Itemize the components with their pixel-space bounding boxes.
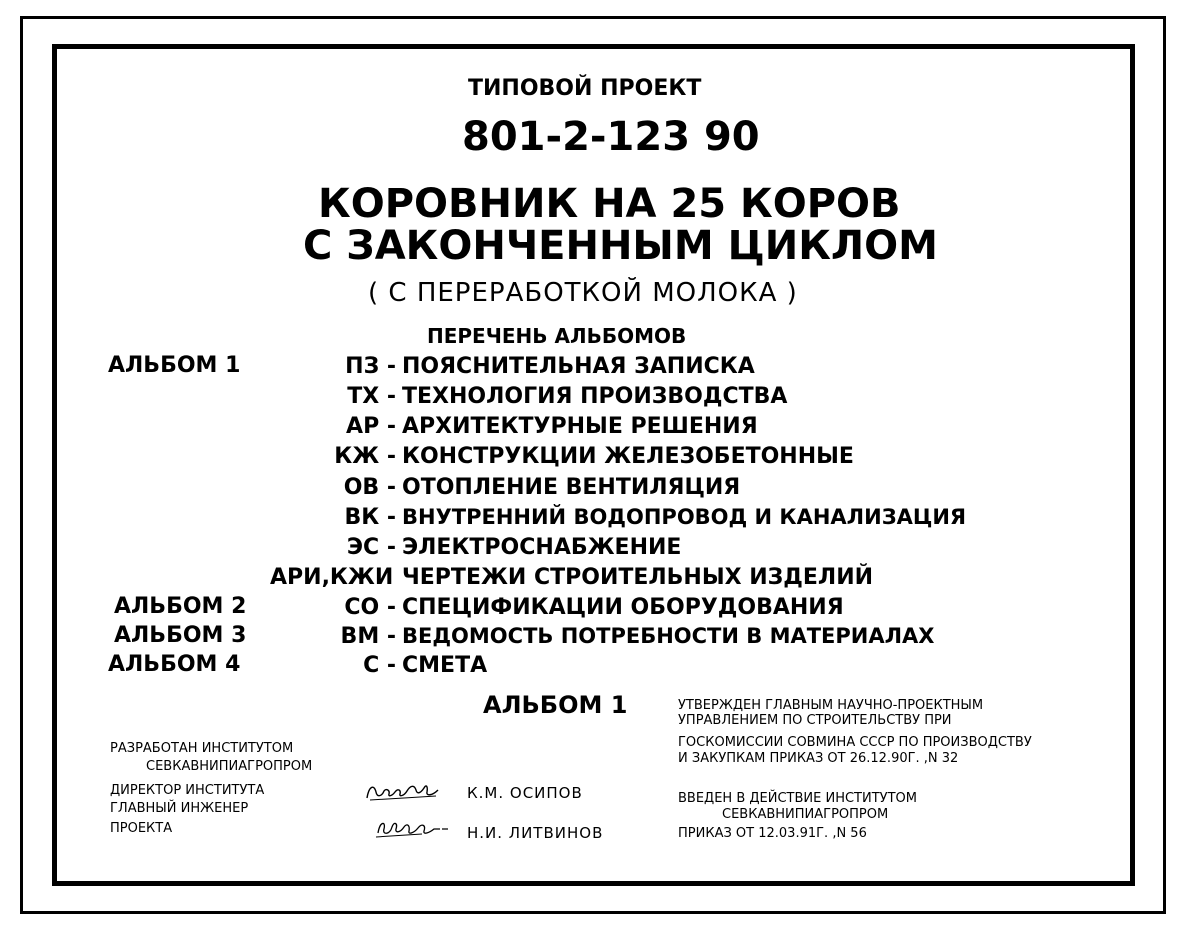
- row-code: ТХ -: [347, 384, 396, 409]
- title-line-1: КОРОВНИК НА 25 КОРОВ: [318, 181, 901, 227]
- approval-line: ГОСКОМИССИИ СОВМИНА СССР ПО ПРОИЗВОДСТВУ: [678, 735, 1032, 750]
- row-desc: КОНСТРУКЦИИ ЖЕЛЕЗОБЕТОННЫЕ: [402, 444, 854, 469]
- row-code: С -: [363, 653, 396, 678]
- row-desc: ЧЕРТЕЖИ СТРОИТЕЛЬНЫХ ИЗДЕЛИЙ: [402, 565, 874, 590]
- director-signature: [364, 776, 444, 806]
- title-line-2: С ЗАКОНЧЕННЫМ ЦИКЛОМ: [303, 223, 938, 269]
- chief-engineer-name: Н.И. ЛИТВИНОВ: [467, 824, 604, 842]
- chief-engineer-title: ГЛАВНЫЙ ИНЖЕНЕР: [110, 801, 249, 816]
- enactment-line: ВВЕДЕН В ДЕЙСТВИЕ ИНСТИТУТОМ: [678, 791, 917, 806]
- row-desc: ЭЛЕКТРОСНАБЖЕНИЕ: [402, 535, 682, 560]
- row-desc: АРХИТЕКТУРНЫЕ РЕШЕНИЯ: [402, 414, 758, 439]
- album-1-label: АЛЬБОМ 1: [108, 353, 241, 378]
- approval-line: И ЗАКУПКАМ ПРИКАЗ ОТ 26.12.90Г. ,N 32: [678, 751, 959, 766]
- director-title: ДИРЕКТОР ИНСТИТУТА: [110, 783, 265, 798]
- subtitle: ( С ПЕРЕРАБОТКОЙ МОЛОКА ): [368, 278, 798, 308]
- row-desc: СМЕТА: [402, 653, 488, 678]
- row-code: ВК -: [344, 505, 396, 530]
- developer-line: РАЗРАБОТАН ИНСТИТУТОМ: [110, 741, 294, 756]
- album-4-label: АЛЬБОМ 4: [108, 652, 241, 677]
- project-number: 801-2-123 90: [462, 114, 760, 160]
- row-desc: ТЕХНОЛОГИЯ ПРОИЗВОДСТВА: [402, 384, 788, 409]
- footer-album-label: АЛЬБОМ 1: [483, 691, 628, 719]
- row-code: АРИ,КЖИ: [270, 565, 394, 590]
- row-code: ЭС -: [346, 535, 396, 560]
- row-desc: ВЕДОМОСТЬ ПОТРЕБНОСТИ В МАТЕРИАЛАХ: [402, 624, 935, 648]
- approval-line: УТВЕРЖДЕН ГЛАВНЫМ НАУЧНО-ПРОЕКТНЫМ: [678, 698, 984, 713]
- enactment-order: ПРИКАЗ ОТ 12.03.91Г. ,N 56: [678, 826, 867, 841]
- row-desc: ВНУТРЕННИЙ ВОДОПРОВОД И КАНАЛИЗАЦИЯ: [402, 505, 967, 529]
- row-code: ВМ -: [340, 624, 396, 649]
- row-code: ОВ -: [343, 475, 396, 500]
- album-2-label: АЛЬБОМ 2: [114, 594, 247, 619]
- enactment-institute: СЕВКАВНИПИАГРОПРОМ: [722, 807, 889, 822]
- row-desc: ПОЯСНИТЕЛЬНАЯ ЗАПИСКА: [402, 354, 755, 379]
- album-3-label: АЛЬБОМ 3: [114, 623, 247, 648]
- chief-engineer-signature: [374, 815, 454, 843]
- row-desc: СПЕЦИФИКАЦИИ ОБОРУДОВАНИЯ: [402, 595, 844, 620]
- list-heading: ПЕРЕЧЕНЬ АЛЬБОМОВ: [427, 324, 687, 348]
- director-name: К.М. ОСИПОВ: [467, 784, 583, 802]
- project-type-label: ТИПОВОЙ ПРОЕКТ: [468, 76, 702, 101]
- row-desc: ОТОПЛЕНИЕ ВЕНТИЛЯЦИЯ: [402, 475, 741, 500]
- row-code: КЖ -: [334, 444, 396, 469]
- row-code: АР -: [346, 414, 396, 439]
- row-code: ПЗ -: [345, 354, 396, 379]
- row-code: СО -: [344, 595, 396, 620]
- approval-line: УПРАВЛЕНИЕМ ПО СТРОИТЕЛЬСТВУ ПРИ: [678, 713, 952, 728]
- developer-institute: СЕВКАВНИПИАГРОПРОМ: [146, 759, 313, 774]
- chief-engineer-title-2: ПРОЕКТА: [110, 821, 173, 836]
